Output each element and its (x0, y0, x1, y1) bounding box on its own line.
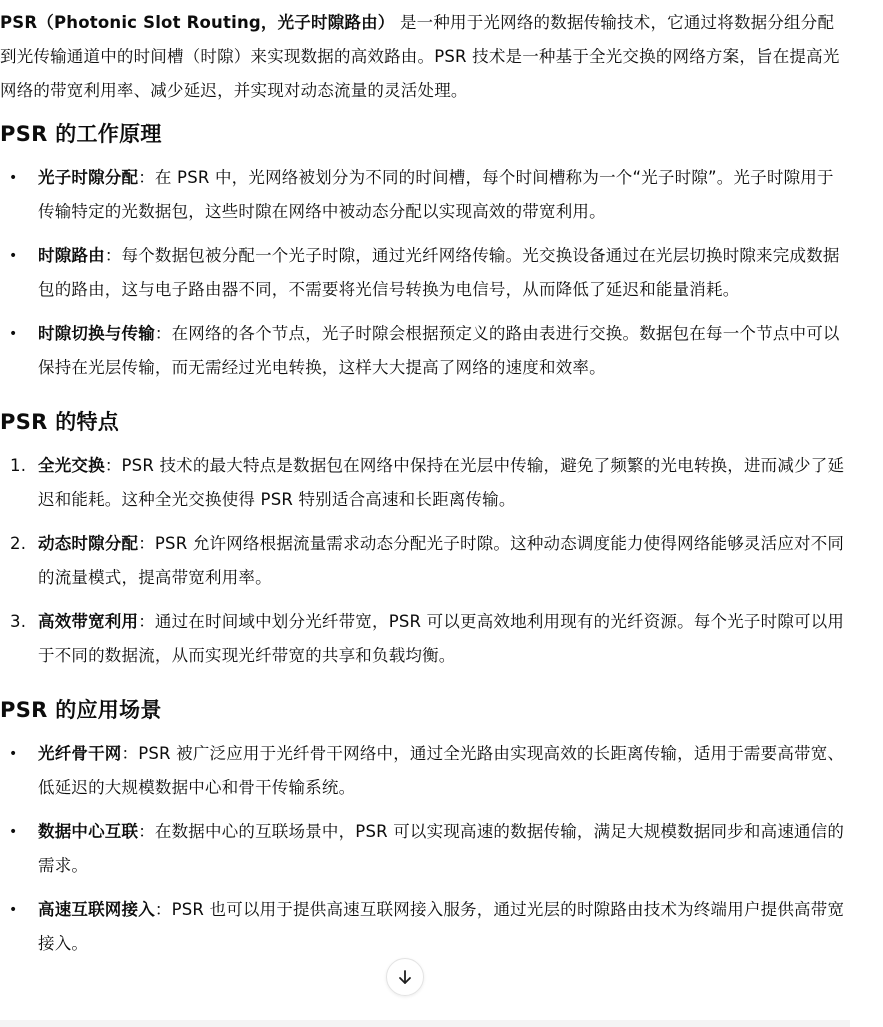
list-item (0, 893, 850, 961)
item-text: ：每个数据包被分配一个光子时隙，通过光纤网络传输。光交换设备通过在光层切换时隙来完成数据包的路由，这与电子路由器不同，不需要将光信号转换为电信号，从而降低了延迟和能量消耗。 (38, 246, 840, 299)
number-marker: 3. (10, 612, 27, 631)
composer-area-edge (0, 1020, 850, 1027)
bullet-marker: • (9, 326, 18, 342)
item-term: 高速互联网接入 (38, 900, 155, 919)
section-heading-features: PSR 的特点 (0, 410, 120, 434)
applications-list (0, 737, 850, 961)
bullet-marker: • (9, 902, 18, 918)
intro-paragraph (0, 0, 850, 108)
intro-text: 是一种用于光网络的数据传输技术，它通过将数据分组分配到光传输通道中的时间槽（时隙）来实现数据的高效路由。PSR 技术是一种基于全光交换的网络方案，旨在提高光网络的带宽利用率、减少延迟，并实现对动态流量的灵活处理。 (0, 13, 840, 100)
item-text: ：PSR 被广泛应用于光纤骨干网络中，通过全光路由实现高效的长距离传输，适用于需要高带宽、低延迟的大规模数据中心和骨干传输系统。 (38, 744, 845, 797)
list-item (0, 161, 850, 229)
item-text: ：通过在时间域中划分光纤带宽，PSR 可以更高效地利用现有的光纤资源。每个光子时隙可以用于不同的数据流，从而实现光纤带宽的共享和负载均衡。 (38, 612, 845, 665)
item-text: ：PSR 技术的最大特点是数据包在网络中保持在光层中传输，避免了频繁的光电转换，进而减少了延迟和能耗。这种全光交换使得 PSR 特别适合高速和长距离传输。 (38, 456, 845, 509)
list-item (0, 605, 850, 673)
item-text: ：在网络的各个节点，光子时隙会根据预定义的路由表进行交换。数据包在每一个节点中可以保持在光层传输，而无需经过光电转换，这样大大提高了网络的速度和效率。 (38, 324, 840, 377)
section-heading-principle: PSR 的工作原理 (0, 122, 162, 146)
features-list (0, 449, 850, 673)
bullet-marker: • (9, 248, 18, 264)
principle-list (0, 161, 850, 385)
item-term: 动态时隙分配 (38, 534, 139, 553)
item-term: 时隙路由 (38, 246, 105, 265)
list-item (0, 737, 850, 805)
item-term: 光子时隙分配 (38, 168, 139, 187)
intro-term: PSR（Photonic Slot Routing，光子时隙路由） (0, 13, 395, 32)
list-item (0, 527, 850, 595)
item-term: 时隙切换与传输 (38, 324, 155, 343)
list-item (0, 239, 850, 307)
bullet-marker: • (9, 746, 18, 762)
list-item (0, 449, 850, 517)
item-text: ：PSR 允许网络根据流量需求动态分配光子时隙。这种动态调度能力使得网络能够灵活应对不同的流量模式，提高带宽利用率。 (38, 534, 845, 587)
bullet-marker: • (9, 824, 18, 840)
section-heading-applications: PSR 的应用场景 (0, 698, 162, 722)
scroll-to-bottom-button[interactable] (386, 958, 424, 996)
item-text: ：在 PSR 中，光网络被划分为不同的时间槽，每个时间槽称为一个“光子时隙”。光子时隙用于传输特定的光数据包，这些时隙在网络中被动态分配以实现高效的带宽利用。 (38, 168, 834, 221)
item-term: 数据中心互联 (38, 822, 139, 841)
list-item (0, 815, 850, 883)
arrow-down-icon (396, 968, 414, 986)
item-term: 光纤骨干网 (38, 744, 122, 763)
list-item (0, 317, 850, 385)
number-marker: 2. (10, 534, 27, 553)
item-term: 高效带宽利用 (38, 612, 139, 631)
bullet-marker: • (9, 170, 18, 186)
number-marker: 1. (10, 456, 27, 475)
item-text: ：PSR 也可以用于提供高速互联网接入服务，通过光层的时隙路由技术为终端用户提供高带宽接入。 (38, 900, 845, 953)
item-text: ：在数据中心的互联场景中，PSR 可以实现高速的数据传输，满足大规模数据同步和高速通信的需求。 (38, 822, 845, 875)
item-term: 全光交换 (38, 456, 105, 475)
